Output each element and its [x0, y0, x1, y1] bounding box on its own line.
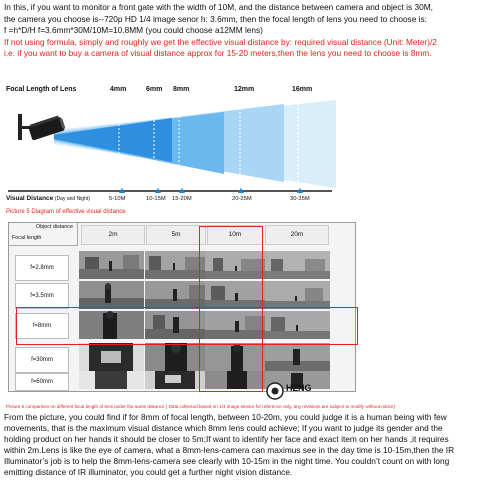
intro-line-1: In this, if you want to monitor a front gate with the width of 10M, and the distance between camera and object is 30M, — [4, 2, 433, 12]
distance-label-15-20m: 15-20M — [172, 196, 192, 202]
lens-label-6mm: 6mm — [146, 86, 163, 93]
conclusion-line-2: movements, that is the maximum visual distance which 8mm lens could achieve; If you want to judge its gender and the — [4, 422, 443, 433]
visual-distance-diagram — [6, 84, 340, 221]
rule-line-1: If not using formula, simply and roughly we get the effective visual distance by: required visual distance (Unit: Meter)/2 — [4, 36, 437, 47]
logo-icon — [266, 382, 284, 400]
lens-label-12mm: 12mm — [234, 86, 255, 93]
photo-cell — [265, 281, 330, 309]
ground-line — [8, 190, 332, 192]
lens-label-16mm: 16mm — [292, 86, 313, 93]
photo-cell — [79, 371, 144, 389]
marker-icon — [155, 188, 161, 193]
row-header-f60mm: f=60mm — [15, 373, 69, 391]
intro-paragraph — [4, 2, 496, 60]
conclusion-line-5: Illuminator’s job is to help the 8mm-lens-camera see clearly with 10-15m in the night time. You couldn’t count on with long — [4, 455, 450, 466]
visual-distance-label — [6, 195, 90, 202]
visual-distance-text: Visual Distance — [6, 195, 54, 202]
distance-label-30-35m: 30-35M — [290, 196, 310, 202]
formula-line: f =h*D/H f=3.6mm*30M/10M=10.8MM (you could choose a12MM lens) — [4, 25, 263, 36]
object-distance-label: Object distance — [35, 224, 73, 230]
row-header-f3-5mm: f=3.5mm — [15, 283, 69, 309]
column-header-5m: 5m — [146, 225, 206, 245]
focal-length-axis-label: Focal length — [12, 235, 42, 241]
focal-length-comparison-figure — [6, 222, 395, 409]
marker-icon — [238, 188, 244, 193]
photo-cell — [265, 343, 330, 371]
grid-corner-header — [9, 223, 78, 246]
conclusion-line-6: emitting distance of IR illuminator, you could get a further night vision distance. — [4, 466, 293, 477]
figure6-caption: Picture 6 comparison on different focal length of lens under the same distance ( Data collected based on 1/4 image sensor for reference only, any revisions are subject to modify without notice) — [6, 404, 395, 409]
lens-label-4mm: 4mm — [110, 86, 127, 93]
column-header-10m: 10m — [207, 225, 263, 245]
camera-icon — [16, 110, 68, 152]
visual-distance-sub: (Day and Night) — [54, 196, 90, 202]
row-header-f2-8mm: f=2.8mm — [15, 255, 69, 281]
logo-text: HZNG — [286, 383, 312, 393]
rule-line-2: i.e. if you want to buy a camera of visual distance approx for 15-20 meters,then the lens you need to choose is 8mm. — [4, 48, 432, 59]
lens-label-8mm: 8mm — [173, 86, 190, 93]
marker-icon — [119, 188, 125, 193]
column-header-20m: 20m — [265, 225, 329, 245]
photo-cell — [265, 251, 330, 279]
light-beam-graphic — [54, 100, 336, 188]
intro-line-2: the camera you choose is--720p HD 1/4 image senor h: 3.6mm, then the focal length of lens you need to choose is: — [4, 13, 427, 24]
row-header-f30mm: f=30mm — [15, 347, 69, 373]
marker-icon — [179, 188, 185, 193]
photo-cell — [79, 343, 144, 371]
conclusion-paragraph — [4, 412, 496, 477]
distance-label-10-15m: 10-15M — [146, 196, 166, 202]
column-header-2m: 2m — [81, 225, 145, 245]
focal-length-label: Focal Length of Lens — [6, 86, 77, 93]
conclusion-line-4: within 2m.Lens is like the eye of camera, what a 8mm-lens-camera can maximus see in the day time is 10-15m,then the IR — [4, 444, 455, 455]
photo-cell — [79, 251, 144, 279]
photo-cell — [79, 281, 144, 309]
figure5-caption: Picture 5 Diagram of effective visual distance — [6, 209, 126, 215]
row-header-f8mm: f=8mm — [15, 313, 69, 339]
distance-label-20-25m: 20-25M — [232, 196, 252, 202]
brand-logo — [266, 382, 326, 400]
marker-icon — [297, 188, 303, 193]
highlight-8mm-row — [16, 307, 358, 345]
conclusion-line-1: From the picture, you could find if for 8mm of focal length, between 10-20m, you could judge it is a human being with few — [4, 412, 447, 422]
conclusion-line-3: holding product on her hands it should be closer to 5m;If want to identify her face and exact item on her hands ,it requires — [4, 433, 449, 444]
distance-label-5-10m: 5-10M — [109, 196, 126, 202]
